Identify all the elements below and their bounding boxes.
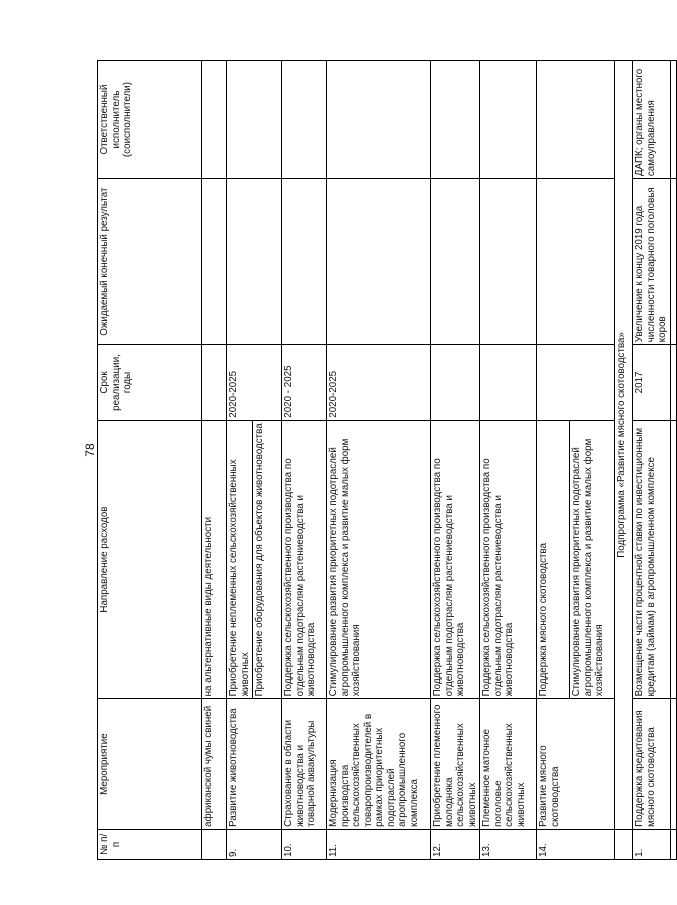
header-responsible: Ответственный исполнитель (соисполнители) xyxy=(98,61,202,179)
row-result-cell xyxy=(227,179,282,345)
row-responsible-cell xyxy=(537,61,615,179)
row-responsible-cell xyxy=(671,61,677,179)
table-row xyxy=(227,61,282,860)
row-responsible-cell xyxy=(480,61,537,179)
row-event-cell xyxy=(671,699,677,829)
row-num-cell: 1. xyxy=(633,829,671,859)
row-result-cell xyxy=(202,179,227,345)
row-term-cell xyxy=(480,345,537,421)
row-term-cell: 2017 xyxy=(633,345,671,421)
header-direction: Направление расходов xyxy=(98,420,202,699)
row-event-cell: Модернизация производства сельскохозяйственных товаропроизводителей в рамках приоритетных подотраслей агропромышленного комплекса xyxy=(327,699,431,829)
row-event-cell: Развитие животноводства xyxy=(227,699,282,829)
row-direction-cell: Поддержка сельскохозяйственного производства по отдельным подотраслям растениеводства и животноводства xyxy=(431,420,480,699)
table-row xyxy=(615,61,633,860)
row-direction-cell: Стимулирование развития приоритетных подотраслей агропромышленного комплекса и развитие малых форм хозяйствования xyxy=(327,420,431,699)
row-event-cell: африканской чумы свиней xyxy=(202,699,227,829)
table-row xyxy=(480,61,537,860)
direction-item: Приобретение оборудования для объектов животноводства xyxy=(254,423,266,697)
row-event-cell: Племенное маточное поголовье сельскохозяйственных животных xyxy=(480,699,537,829)
table-row xyxy=(202,61,227,860)
row-direction-cell xyxy=(537,420,615,699)
row-term-cell: 2020-2025 xyxy=(327,345,431,421)
subprogram-title: Подпрограмма «Развитие мясного скотоводства» xyxy=(615,61,633,830)
header-term: Срок реализации, годы xyxy=(98,345,202,421)
row-responsible-cell xyxy=(431,61,480,179)
row-term-cell: 2020 - 2025 xyxy=(282,345,327,421)
row-result-cell xyxy=(327,179,431,345)
row-direction-cell: Поддержка сельскохозяйственного производства по отдельным подотраслям растениеводства и животноводства xyxy=(480,420,537,699)
row-event-cell: Поддержка кредитования мясного скотоводства xyxy=(633,699,671,829)
table-row xyxy=(537,61,615,860)
row-num-cell: 13. xyxy=(480,829,537,859)
table-header-row xyxy=(98,61,202,860)
row-term-cell xyxy=(202,345,227,421)
table-row xyxy=(327,61,431,860)
row-num-cell: 12. xyxy=(431,829,480,859)
table-row xyxy=(431,61,480,860)
row-num-cell: 10. xyxy=(282,829,327,859)
row-result-cell xyxy=(282,179,327,345)
row-responsible-cell xyxy=(202,61,227,179)
row-term-cell: 2020-2025 xyxy=(227,345,282,421)
row-result-cell xyxy=(480,179,537,345)
row-num-cell: 9. xyxy=(227,829,282,859)
page-number: 78 xyxy=(83,443,97,457)
row-responsible-cell: ДАПК; органы местного самоуправления xyxy=(633,61,671,179)
row-responsible-cell xyxy=(227,61,282,179)
row-term-cell xyxy=(671,345,677,421)
direction-item: Стимулирование развития приоритетных подотраслей агропромышленного комплекса и развитие малых форм хозяйствования xyxy=(571,438,606,697)
row-direction-cell: Возмещение части процентной ставки по инвестиционным кредитам (займам) в агропромышленном комплексе xyxy=(633,420,671,699)
row-responsible-cell xyxy=(327,61,431,179)
row-direction-cell xyxy=(671,420,677,699)
table-row xyxy=(633,61,671,860)
row-event-cell: Развитие мясного скотоводства xyxy=(537,699,615,829)
table-row xyxy=(282,61,327,860)
activities-table xyxy=(97,60,677,860)
row-num-cell xyxy=(671,829,677,859)
row-result-cell: Увеличение к концу 2019 года численности товарного поголовья коров xyxy=(633,179,671,345)
row-term-cell xyxy=(431,345,480,421)
row-direction-cell: Поддержка сельскохозяйственного производства по отдельным подотраслям растениеводства и животноводства xyxy=(282,420,327,699)
rotated-table-wrapper xyxy=(97,60,669,860)
row-direction-cell xyxy=(227,420,282,699)
header-result: Ожидаемый конечный результат xyxy=(98,179,202,345)
row-event-cell: Страхование в области животноводства и товарной аквакультуры xyxy=(282,699,327,829)
row-responsible-cell xyxy=(282,61,327,179)
header-num: № п/п xyxy=(98,829,202,859)
row-result-cell xyxy=(537,179,615,345)
direction-item: Поддержка мясного скотоводства xyxy=(537,421,570,699)
row-direction-cell: на альтернативные виды деятельности xyxy=(202,420,227,699)
row-term-cell xyxy=(537,345,615,421)
row-num-cell xyxy=(615,829,633,859)
row-num-cell: 14. xyxy=(537,829,615,859)
row-result-cell xyxy=(671,179,677,345)
row-num-cell xyxy=(202,829,227,859)
direction-item: Приобретение неплеменных сельскохозяйственных животных xyxy=(227,421,253,699)
row-num-cell: 11. xyxy=(327,829,431,859)
row-event-cell: Приобретение племенного молодняка сельскохозяйственных животных xyxy=(431,699,480,829)
table-row xyxy=(671,61,677,860)
row-result-cell xyxy=(431,179,480,345)
header-event: Мероприятие xyxy=(98,699,202,829)
